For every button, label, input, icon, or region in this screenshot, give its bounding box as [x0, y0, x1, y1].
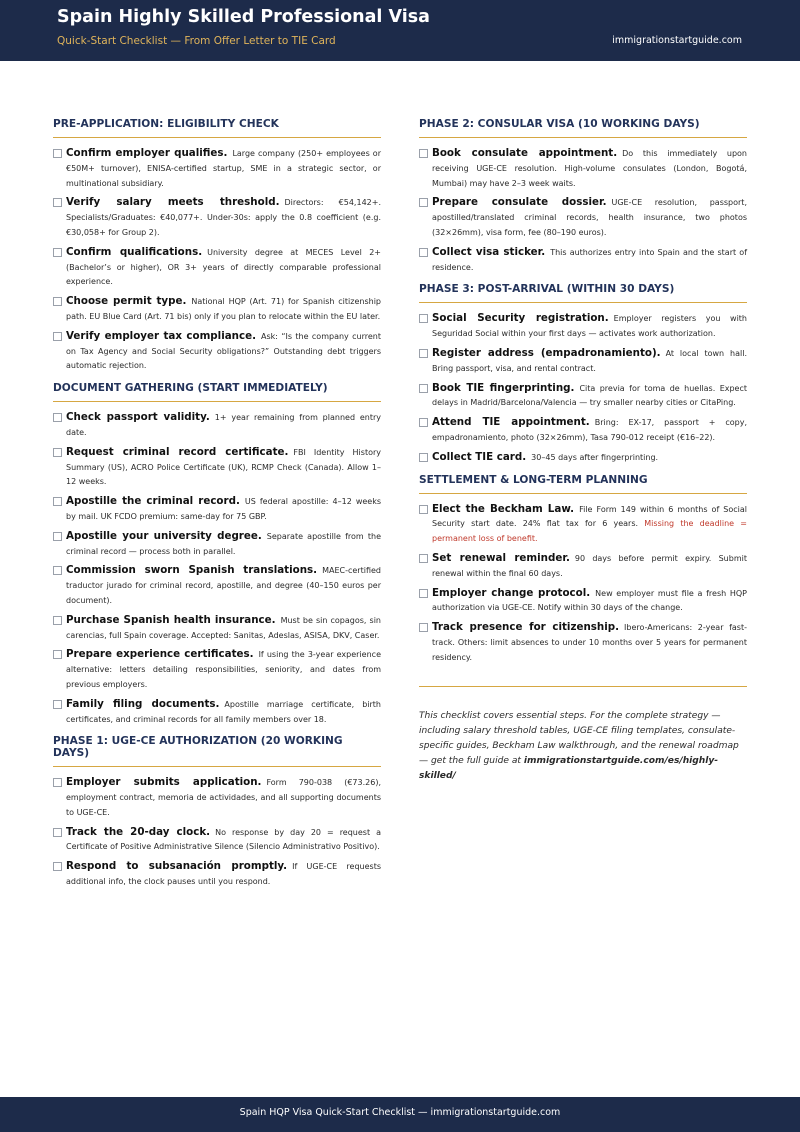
- item-title: Elect the Beckham Law.: [432, 502, 575, 515]
- checklist-item: [419, 245, 747, 276]
- checklist-item: [53, 195, 381, 240]
- checklist-item: [53, 613, 381, 644]
- item-description: New employer must file a fresh HQP authorization via UGE-CE. Notify within 30 days of the change.: [432, 588, 747, 613]
- checklist-item: [53, 647, 381, 692]
- header-site-link[interactable]: immigrationstartguide.com: [612, 35, 742, 46]
- checkbox[interactable]: [419, 314, 428, 323]
- item-title: Prepare consulate dossier.: [432, 196, 607, 209]
- item-description: Directors: €54,142+. Specialists/Graduates: €40,077+. Under-30s: apply the 0.8 coefficient (e.g. €30,058+ for Group 2).: [66, 198, 381, 237]
- page-header: [0, 0, 800, 61]
- item-description: If using the 3-year experience alternative: letters detailing responsibilities, seniority, and dates from previous employers.: [66, 650, 381, 689]
- item-description: At local town hall. Bring passport, visa, and rental contract.: [432, 348, 747, 373]
- checklist-item: [53, 146, 381, 191]
- document-subtitle: Quick-Start Checklist — From Offer Letter to TIE Card: [57, 35, 336, 47]
- checkbox[interactable]: [53, 198, 62, 207]
- page-footer: [0, 1097, 800, 1132]
- checkbox[interactable]: [53, 149, 62, 158]
- checklist-item: [53, 563, 381, 608]
- section-heading-phase-3-post-arrival-within-30-days: PHASE 3: POST-ARRIVAL (WITHIN 30 DAYS): [419, 283, 747, 303]
- section-heading-phase-2-consular-visa-10-working-days: PHASE 2: CONSULAR VISA (10 WORKING DAYS): [419, 118, 747, 138]
- item-description: If UGE-CE requests additional info, the clock pauses until you respond.: [66, 862, 381, 887]
- item-title: Check passport validity.: [66, 411, 210, 424]
- item-title: Collect visa sticker.: [432, 245, 546, 258]
- checkbox[interactable]: [53, 448, 62, 457]
- checkbox[interactable]: [53, 248, 62, 257]
- checkbox[interactable]: [53, 700, 62, 709]
- checkbox[interactable]: [419, 623, 428, 632]
- item-title: Apostille the criminal record.: [66, 495, 240, 508]
- checkbox[interactable]: [419, 589, 428, 598]
- checkbox[interactable]: [53, 497, 62, 506]
- guide-link[interactable]: immigrationstartguide.com/es/highly-skilled/: [419, 755, 719, 781]
- section-heading-phase-1-uge-ce-authorization-20-working-: PHASE 1: UGE-CE AUTHORIZATION (20 WORKING DAYS): [53, 735, 381, 767]
- section-heading-pre-application-eligibility-check: PRE-APPLICATION: ELIGIBILITY CHECK: [53, 118, 381, 138]
- item-title: Track the 20-day clock.: [66, 825, 211, 838]
- item-description: US federal apostille: 4–12 weeks by mail. UK FCDO premium: same-day for 75 GBP.: [66, 497, 382, 521]
- item-title: Track presence for citizenship.: [432, 621, 620, 634]
- item-description: This authorizes entry into Spain and the start of residence.: [432, 247, 748, 272]
- checklist-item: [419, 620, 747, 665]
- item-title: Register address (empadronamiento).: [432, 346, 661, 359]
- item-description: Cita previa for toma de huellas. Expect delays in Madrid/Barcelona/Valencia — try smaller nearby cities or CitaPing.: [432, 383, 748, 408]
- checklist-item: [53, 825, 381, 856]
- checklist-item: [53, 445, 381, 490]
- item-description: 90 days before permit expiry. Submit renewal within the final 60 days.: [432, 553, 747, 578]
- item-description: Bring: EX-17, passport + copy, empadronamiento, photo (32×26mm), Tasa 790-012 receipt (€16–22).: [432, 418, 748, 442]
- item-description: Must be sin copagos, sin carencias, full Spain coverage. Accepted: Sanitas, Adeslas, ASISA, DKV, Caser.: [66, 615, 381, 640]
- checkbox[interactable]: [419, 149, 428, 158]
- section-heading-document-gathering-start-immediately: DOCUMENT GATHERING (START IMMEDIATELY): [53, 382, 381, 402]
- checkbox[interactable]: [419, 198, 428, 207]
- checklist-item: [419, 586, 747, 617]
- item-title: Employer submits application.: [66, 776, 262, 789]
- checklist-item: [53, 494, 381, 525]
- checklist-item: [419, 146, 747, 191]
- checklist-item: [53, 329, 381, 374]
- closing-note: [419, 709, 747, 784]
- checkbox[interactable]: [419, 453, 428, 462]
- checklist-item: [53, 529, 381, 560]
- checklist-item: [419, 346, 747, 377]
- right-sections: [419, 118, 747, 666]
- item-title: Social Security registration.: [432, 312, 609, 325]
- checkbox[interactable]: [419, 418, 428, 427]
- checkbox[interactable]: [53, 828, 62, 837]
- item-title: Verify salary meets threshold.: [66, 196, 280, 209]
- right-column: [419, 118, 747, 784]
- checklist-item: [419, 311, 747, 342]
- checkbox[interactable]: [419, 384, 428, 393]
- item-title: Confirm qualifications.: [66, 245, 203, 258]
- item-description: File Form 149 within 6 months of Social Security start date. 24% flat tax for 6 years.: [432, 504, 748, 529]
- checkbox[interactable]: [419, 505, 428, 514]
- item-warning: Missing the deadline = permanent loss of benefit.: [432, 519, 748, 544]
- checklist-item: [53, 697, 381, 728]
- item-description: No response by day 20 = request a Certificate of Positive Administrative Silence (Silencio Administrativo Positivo).: [66, 827, 381, 852]
- checkbox[interactable]: [53, 778, 62, 787]
- item-description: Form 790-038 (€73.26), employment contract, memoria de actividades, and all supporting documents to UGE-CE.: [66, 778, 381, 817]
- item-title: Prepare experience certificates.: [66, 648, 254, 661]
- item-title: Attend TIE appointment.: [432, 416, 590, 429]
- item-title: Verify employer tax compliance.: [66, 329, 257, 342]
- item-description: 30–45 days after fingerprinting.: [531, 452, 659, 462]
- item-description: UGE-CE resolution, passport, apostilled/translated criminal records, health insurance, two photos (32×26mm), visa form, fee (80–190 euros).: [432, 198, 747, 237]
- checklist-item: [53, 410, 381, 441]
- item-title: Request criminal record certificate.: [66, 445, 289, 458]
- checkbox[interactable]: [53, 616, 62, 625]
- item-title: Book TIE fingerprinting.: [432, 381, 575, 394]
- item-title: Choose permit type.: [66, 295, 187, 308]
- item-title: Respond to subsanación promptly.: [66, 860, 288, 873]
- item-description: Apostille marriage certificate, birth certificates, and criminal records for all family members over 18.: [66, 699, 381, 724]
- item-description: Separate apostille from the criminal record — process both in parallel.: [66, 531, 382, 556]
- item-title: Commission sworn Spanish translations.: [66, 564, 318, 577]
- checklist-item: [53, 294, 381, 325]
- checkbox[interactable]: [419, 248, 428, 257]
- checklist-item: [419, 415, 747, 446]
- footer-text: Spain HQP Visa Quick-Start Checklist — immigrationstartguide.com: [239, 1107, 561, 1118]
- note-divider: [419, 686, 747, 687]
- checkbox[interactable]: [53, 532, 62, 541]
- item-description: University degree at MECES Level 2+ (Bachelor’s or higher), OR 3+ years of directly comparable professional experience.: [66, 247, 381, 287]
- item-title: Set renewal reminder.: [432, 551, 570, 564]
- item-title: Book consulate appointment.: [432, 147, 618, 159]
- closing-note-text: This checklist covers essential steps. For the complete strategy — including salary threshold tables, UGE-CE filing templates, consulate-specific guides, Beckham Law walkthrough, and the renewal roadmap — get the full guide at: [419, 710, 739, 766]
- item-description: Do this immediately upon receiving UGE-CE resolution. High-volume consulates (London, Bogotá, Mumbai) may have 2–3 week waits.: [432, 149, 747, 188]
- item-description: FBI Identity History Summary (US), ACRO Police Certificate (UK), RCMP Check (Canada). Allow 1–12 weeks.: [66, 447, 381, 487]
- checkbox[interactable]: [53, 566, 62, 575]
- checklist-item: [419, 450, 747, 466]
- item-description: Ibero-Americans: 2-year fast-track. Others: limit absences to under 10 months over 5 years for permanent residency.: [432, 623, 747, 662]
- checkbox[interactable]: [419, 349, 428, 358]
- item-description: MAEC-certified traductor jurado for criminal record, apostille, and degree (40–150 euros per document).: [66, 566, 381, 605]
- checkbox[interactable]: [53, 862, 62, 871]
- checklist-item: [53, 775, 381, 820]
- left-column: [53, 118, 381, 894]
- item-title: Family filing documents.: [66, 697, 220, 710]
- checklist-item: [53, 245, 381, 290]
- checklist-item: [419, 381, 747, 412]
- checkbox[interactable]: [53, 413, 62, 422]
- item-description: Large company (250+ employees or €50M+ turnover), ENISA-certified startup, SME in a strategic sector, or multinational subsidiary.: [66, 149, 381, 188]
- checklist-item: [419, 502, 747, 547]
- checkbox[interactable]: [53, 297, 62, 306]
- item-title: Employer change protocol.: [432, 586, 591, 599]
- checkbox[interactable]: [53, 332, 62, 341]
- checkbox[interactable]: [53, 650, 62, 659]
- checkbox[interactable]: [419, 554, 428, 563]
- document-title: Spain Highly Skilled Professional Visa: [57, 7, 430, 27]
- checklist-item: [419, 551, 747, 582]
- item-description: Ask: “Is the company current on Tax Agency and Social Security obligations?” Outstanding debt triggers automatic rejection.: [66, 331, 381, 371]
- item-title: Collect TIE card.: [432, 450, 527, 463]
- checklist-item: [53, 859, 381, 890]
- item-description: National HQP (Art. 71) for Spanish citizenship path. EU Blue Card (Art. 71 bis) only if you plan to relocate within the EU later.: [66, 297, 381, 321]
- item-description: Employer registers you with Seguridad Social within your first days — activates work authorization.: [432, 314, 747, 339]
- item-description: 1+ year remaining from planned entry date.: [66, 413, 381, 437]
- section-heading-settlement-long-term-planning: SETTLEMENT & LONG-TERM PLANNING: [419, 474, 747, 494]
- item-title: Confirm employer qualifies.: [66, 147, 228, 159]
- item-title: Apostille your university degree.: [66, 529, 262, 542]
- checklist-item: [419, 195, 747, 240]
- item-title: Purchase Spanish health insurance.: [66, 613, 276, 626]
